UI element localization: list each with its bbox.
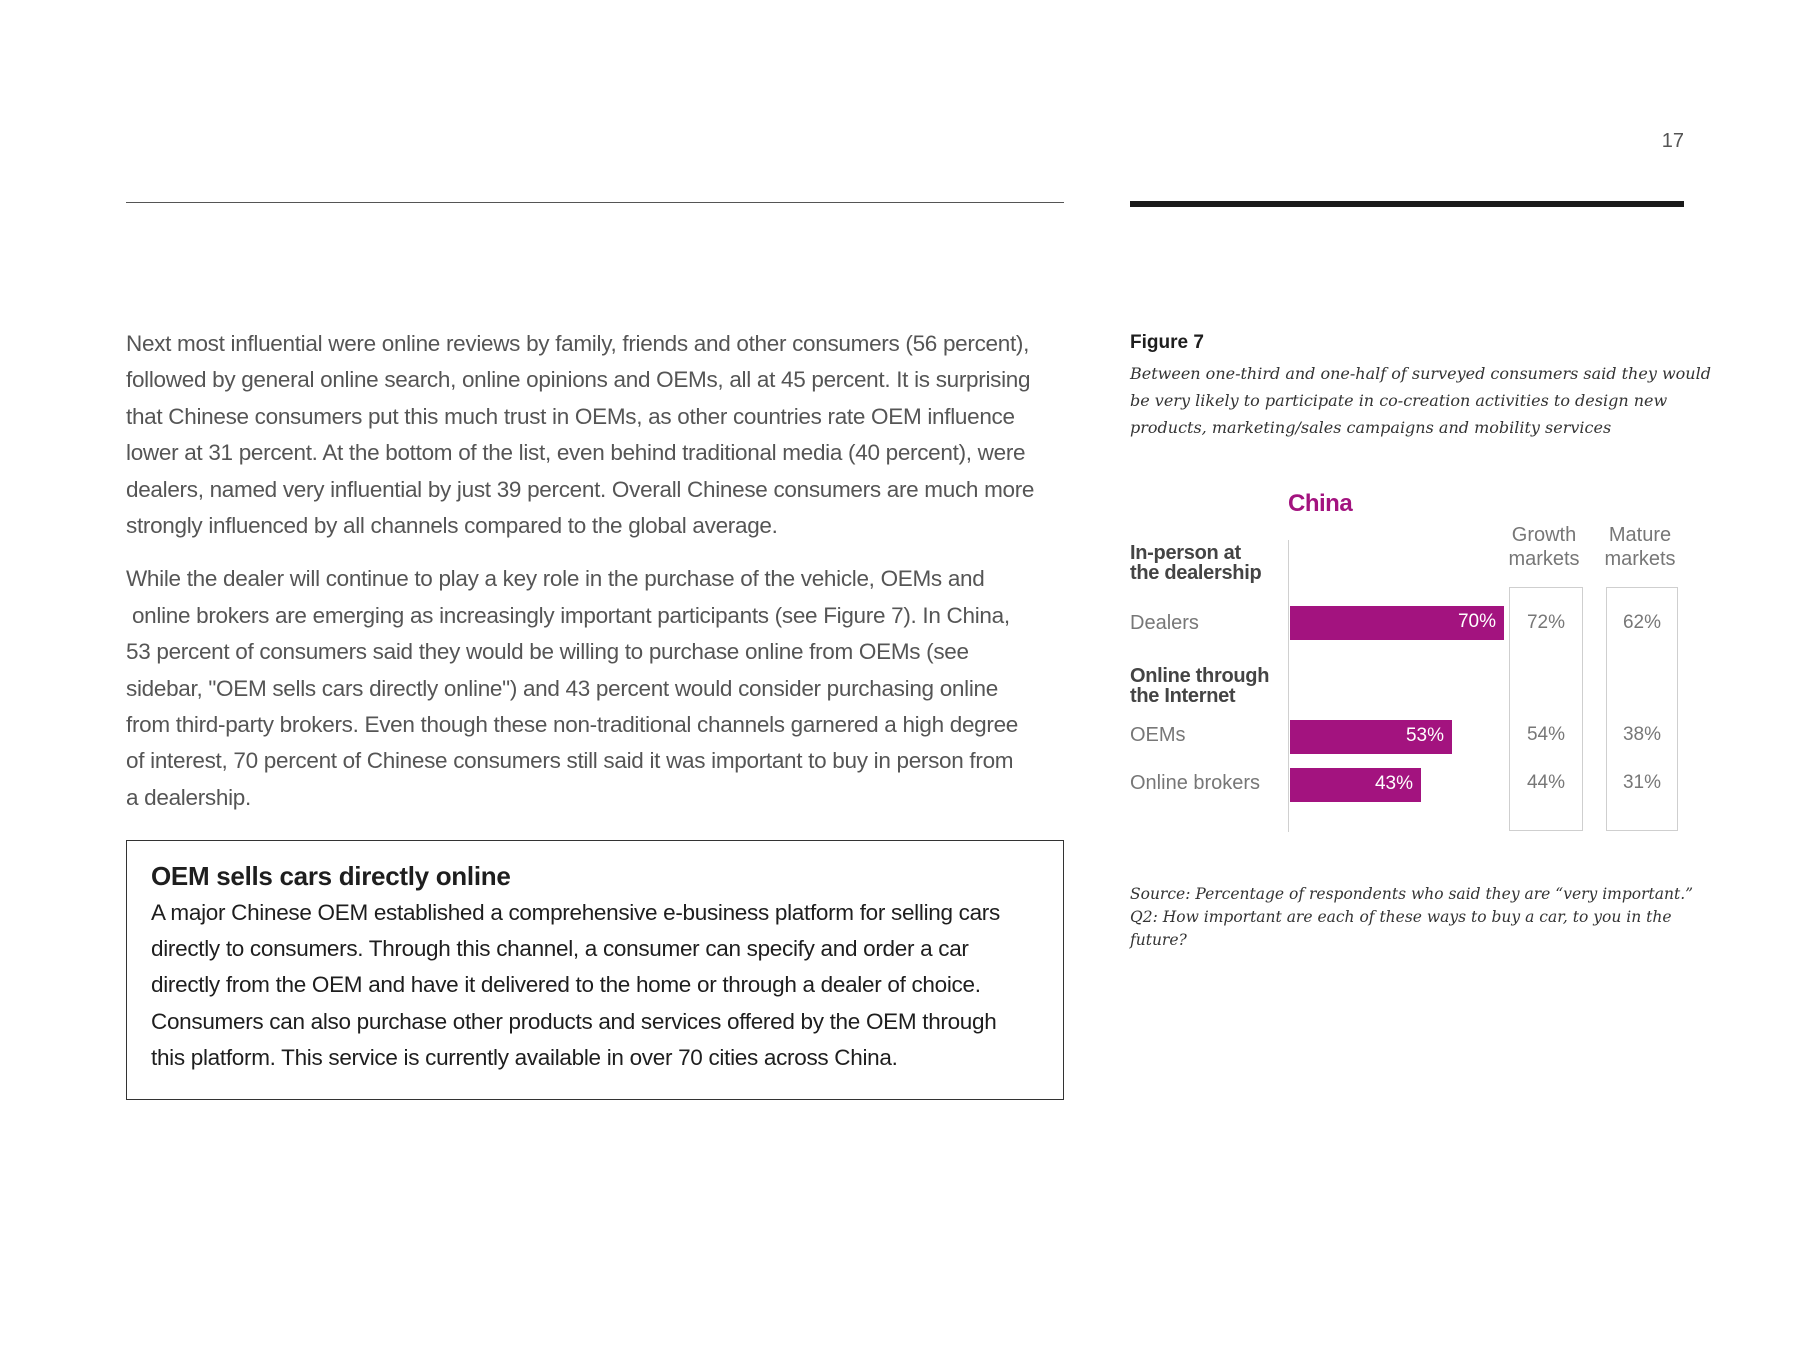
mature-value-oems: 38% [1622, 724, 1662, 745]
text-line: that Chinese consumers put this much trust in OEMs, as other countries rate OEM influence [126, 403, 1015, 429]
chart-title: China [1288, 490, 1353, 517]
text-line: 53 percent of consumers said they would be willing to purchase online from OEMs (see [126, 639, 969, 665]
text-line: sidebar, "OEM sells cars directly online") and 43 percent would consider purchasing online [126, 675, 998, 701]
caption-line: Between one-third and one-half of surveyed consumers said they would [1130, 364, 1711, 383]
text-line: strongly influenced by all channels compared to the global average. [126, 513, 778, 539]
sidebar-body [151, 895, 1039, 1076]
bar-value-label: 53% [1405, 725, 1444, 746]
text-line: Next most influential were online reviews by family, friends and other consumers (56 percent), [126, 331, 1030, 356]
page-number: 17 [1661, 130, 1684, 152]
sidebar-box [126, 840, 1064, 1100]
caption-line: products, marketing/sales campaigns and mobility services [1130, 418, 1612, 437]
row-label-online-brokers: Online brokers [1130, 772, 1261, 794]
text-line: A major Chinese OEM established a comprehensive e-business platform for selling cars [151, 900, 1000, 925]
header-rule-right [1130, 201, 1684, 207]
source-line: Source: Percentage of respondents who said they are “very important.” [1130, 885, 1694, 903]
figure-caption [1130, 360, 1711, 441]
col-header-mature [1590, 523, 1690, 571]
paragraph-1 [126, 326, 1064, 544]
group-label-line: Online through [1130, 665, 1270, 687]
mature-value-dealers: 62% [1622, 612, 1662, 633]
bar-oems [1290, 720, 1452, 754]
axis-line [1288, 540, 1289, 832]
figure-source [1130, 883, 1694, 952]
col-header-line: markets [1604, 548, 1676, 570]
row-label-oems: OEMs [1130, 724, 1186, 746]
body-text [126, 326, 1064, 833]
col-header-growth [1494, 523, 1594, 571]
source-line: future? [1130, 931, 1187, 949]
bar-dealers [1290, 606, 1504, 640]
group-label-line: the Internet [1130, 685, 1236, 707]
text-line: directly to consumers. Through this channel, a consumer can specify and order a car [151, 936, 969, 962]
figure-label: Figure 7 [1130, 332, 1204, 353]
group-label-line: the dealership [1130, 562, 1262, 584]
group-label-online [1130, 666, 1269, 706]
bar-online-brokers [1290, 768, 1421, 802]
group-label-line: In-person at [1130, 542, 1241, 564]
text-line: from third-party brokers. Even though these non-traditional channels garnered a high degree [126, 712, 1019, 738]
text-line: of interest, 70 percent of Chinese consumers still said it was important to buy in person from [126, 748, 1014, 774]
col-header-line: Growth [1511, 524, 1577, 546]
sidebar-title: OEM sells cars directly online [151, 861, 511, 891]
col-header-line: Mature [1608, 524, 1672, 546]
growth-value-oems: 54% [1526, 724, 1566, 745]
bar-value-label: 70% [1457, 611, 1496, 632]
row-label-dealers: Dealers [1130, 612, 1199, 634]
source-line: Q2: How important are each of these ways to buy a car, to you in the [1130, 908, 1672, 926]
text-line: dealers, named very influential by just 39 percent. Overall Chinese consumers are much more [126, 476, 1035, 502]
col-header-line: markets [1508, 548, 1580, 570]
text-line: followed by general online search, online opinions and OEMs, all at 45 percent. It is surprising [126, 367, 1031, 393]
text-line: this platform. This service is currently available in over 70 cities across China. [151, 1044, 898, 1070]
text-line: lower at 31 percent. At the bottom of the list, even behind traditional media (40 percent), were [126, 440, 1026, 466]
text-line: a dealership. [126, 784, 251, 810]
text-line: While the dealer will continue to play a key role in the purchase of the vehicle, OEMs and [126, 566, 985, 592]
mature-value-online-brokers: 31% [1622, 772, 1662, 793]
growth-value-dealers: 72% [1526, 612, 1566, 633]
text-line: directly from the OEM and have it delivered to the home or through a dealer of choice. [151, 972, 981, 998]
bar-value-label: 43% [1374, 773, 1413, 794]
text-line: Consumers can also purchase other products and services offered by the OEM through [151, 1008, 997, 1034]
text-line: online brokers are emerging as increasingly important participants (see Figure 7). In China, [126, 602, 1010, 628]
group-label-in-person [1130, 543, 1261, 583]
growth-value-online-brokers: 44% [1526, 772, 1566, 793]
caption-line: be very likely to participate in co-creation activities to design new [1130, 391, 1668, 410]
paragraph-2 [126, 561, 1064, 816]
header-rule-left [126, 202, 1064, 203]
